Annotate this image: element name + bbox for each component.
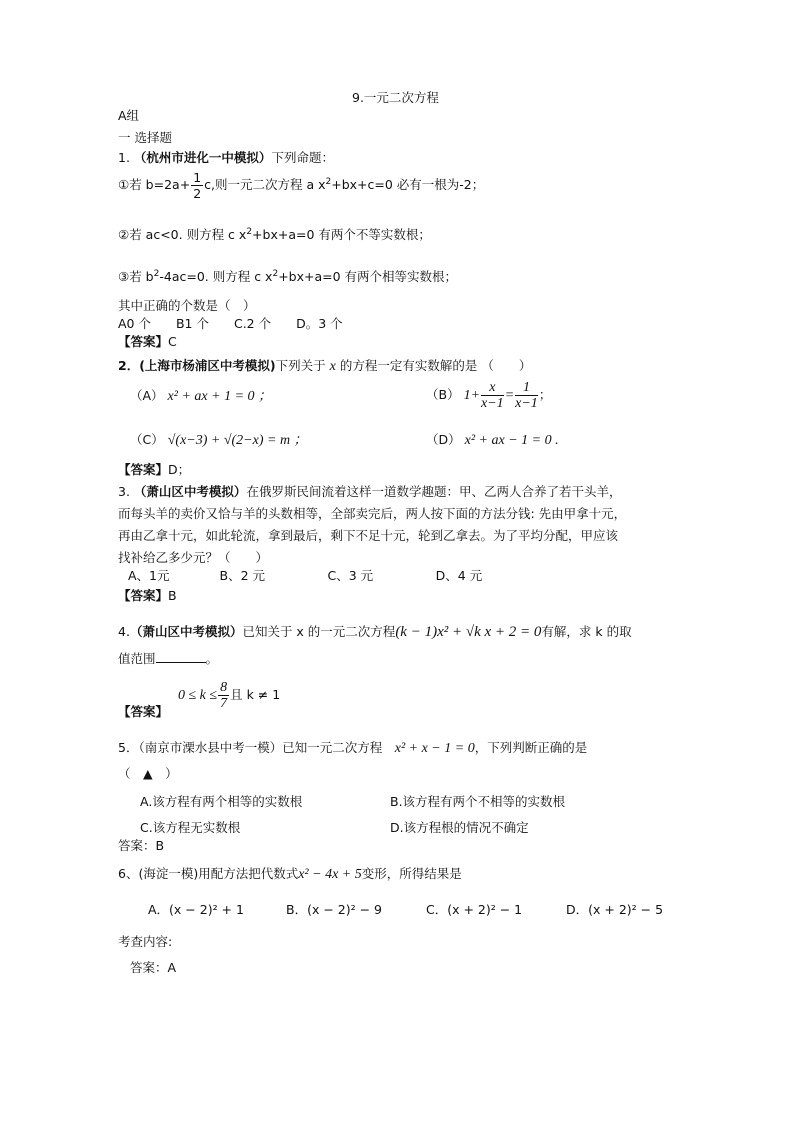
answer-blank [156,650,206,663]
frac-denominator: 7 [220,696,228,711]
q2-option-b [426,380,551,411]
q3-line-3: 再由乙拿十元，如此轮流，拿到最后，剩下不足十元，轮到乙拿去。为了平均分配，甲应该 [118,528,619,543]
q4-range-label: 值范围 [118,651,156,666]
q1-heading [118,150,334,166]
q5-answer: 答案：B [118,838,165,853]
q1-s1-tail: +bx+c=0 必有一根为-2； [331,177,485,192]
answer-label: 【答案】 [118,462,169,477]
q1-s1-fraction [191,170,203,201]
q1-s3-pre: ③若 b [118,269,154,285]
q3-source: （萧山区中考模拟） [133,484,247,499]
q1-s3-tail: +bx+a=0 有两个相等实数根； [278,269,458,285]
option-label: （B） [426,387,460,402]
q5-tail: ，下列判断正确的是 [474,740,588,755]
q2-b-fraction-1 [481,380,504,411]
q5-heading [118,740,587,757]
q2-stem-a: 下列关于 [275,358,326,373]
q4-text-a: 已知关于 x 的一元二次方程 [242,624,396,639]
option-end: ； [538,387,552,402]
q1-options: A0 个 B1 个 C.2 个 D。3 个 [118,316,343,331]
q6-exam-content: 考查内容: [118,934,173,949]
q2-variable: x [329,359,336,374]
q1-s1-mid: c,则一元二次方程 a x [204,177,326,192]
frac-denominator: 2 [193,186,202,201]
q1-source: （杭州市进化一中模拟） [133,150,272,165]
q1-number: 1. [118,150,130,165]
q2-option-a [130,388,272,405]
q4-ans-a: 0 ≤ k ≤ [178,688,218,703]
q2-option-c [130,432,308,449]
q4-ans-fraction [218,680,229,711]
q1-statement-3: ③若 $b^2-4ac=0$. 则方程 c $x^2+bx+a=0$ 有两个相等实数根； [118,269,458,285]
q5-paren: （ ▲ ） [118,766,178,781]
q5-option-c: C.该方程无实数根 [140,820,241,835]
q1-ask: 其中正确的个数是（ ） [118,298,256,313]
q1-answer [118,334,177,350]
q3-line-1 [118,484,621,500]
page-title: 9.一元二次方程 [352,90,439,105]
q1-s2-pre: ②若 ac<0. 则方程 c x [118,227,247,243]
option-math: x² + ax + 1 = 0 ； [167,389,273,404]
answer-value: D； [168,462,191,477]
q6-option-a: A．(x − 2)² + 1 [148,902,244,917]
q2-answer [118,462,190,478]
q5-option-a: A.该方程有两个相等的实数根 [140,794,303,809]
option-math: x² + ax − 1 = 0 . [464,433,559,448]
option-label: （A） [130,388,164,403]
q3-text: 在俄罗斯民间流着这样一道数学趣题：甲、乙两人合养了若干头羊， [246,484,622,499]
q4-answer-math [178,680,280,711]
q1-s1-pre: ①若 b=2a+ [118,177,191,192]
frac-denominator: x−1 [515,396,538,411]
option-label: （C） [130,432,164,447]
q6-answer: 答案：A [130,960,177,975]
q3-options: A、1元 B、2 元 C、3 元 D、4 元 [128,568,483,583]
q4-line-end: 。 [205,651,219,666]
frac-numerator: 1 [193,170,202,185]
q4-number: 4. [118,624,130,639]
q5-option-b: B.该方程有两个不相等的实数根 [390,794,566,809]
q6-option-c: C．(x + 2)² − 1 [426,902,523,917]
option-math: √(x−3) + √(2−x) = m ； [167,433,308,448]
q1-s2-tail: +bx+a=0 有两个不等实数根； [252,227,431,243]
q2-heading [118,358,531,375]
q4-source: （萧山区中考模拟） [129,624,243,639]
q6-heading [118,866,462,883]
q2-stem-b: 的方程一定有实数解的是 （ ） [339,358,532,373]
answer-label: 【答案】 [118,704,169,719]
q6-option-b: B．(x − 2)² − 9 [286,902,382,917]
frac-numerator: 8 [220,680,228,695]
frac-numerator: 1 [515,380,538,396]
answer-value: B [168,588,177,603]
q3-line-4: 找补给乙多少元？（ ） [118,550,269,565]
q3-number: 3. [118,484,130,499]
q6-stem: 6、(海淀一模)用配方法把代数式 [118,866,299,881]
q2-number: 2． [118,358,140,373]
frac-numerator: x [481,380,504,396]
q4-line-2 [118,650,218,667]
q4-ans-b: 且 k ≠ 1 [230,687,281,702]
q4-text-b: 有解，求 k 的取 [541,624,632,639]
option-math: 1+ [463,388,481,403]
equals-sign: = [504,388,515,403]
q1-statement-2: ②若 ac<0. 则方程 c $x^2+bx+a=0$ 有两个不等实数根； [118,227,431,243]
q6-tail: 变形，所得结果是 [361,866,462,881]
section-heading: 一 选择题 [118,130,172,145]
q4-line-1 [118,624,632,640]
q2-b-fraction-2 [515,380,538,411]
group-label: A组 [118,108,140,123]
q4-equation: (k − 1)x² + √k x + 2 = 0 [395,624,542,640]
q4-answer-label [118,704,168,720]
q5-stem: 5．（南京市溧水县中考一模）已知一元二次方程 [118,740,383,755]
q5-equation: x² + x − 1 = 0 [394,741,475,756]
q2-option-d [426,432,559,449]
q1-statement-1: ①若 b=2a+ $\frac{1}{2}$ c,则一元二次方程 a $x^2+bx+c=0$ 必有一根为-2； [118,170,485,201]
answer-label: 【答案】 [118,588,169,603]
q6-expression: x² − 4x + 5 [298,867,362,882]
option-label: （D） [426,432,461,447]
answer-value: C [168,334,177,349]
q3-line-2: 而每头羊的卖价又恰与羊的头数相等，全部卖完后，两人按下面的方法分钱: 先由甲拿十元， [118,506,627,521]
q6-option-d: D．(x + 2)² − 5 [566,902,664,917]
answer-label: 【答案】 [118,334,169,349]
q5-option-d: D.该方程根的情况不确定 [390,820,529,835]
q1-stem: 下列命题： [271,150,334,165]
q2-source: (上海市杨浦区中考模拟) [139,358,276,373]
q3-answer [118,588,177,604]
q1-s3-mid: -4ac=0. 则方程 c x [159,269,273,285]
frac-denominator: x−1 [481,396,504,411]
